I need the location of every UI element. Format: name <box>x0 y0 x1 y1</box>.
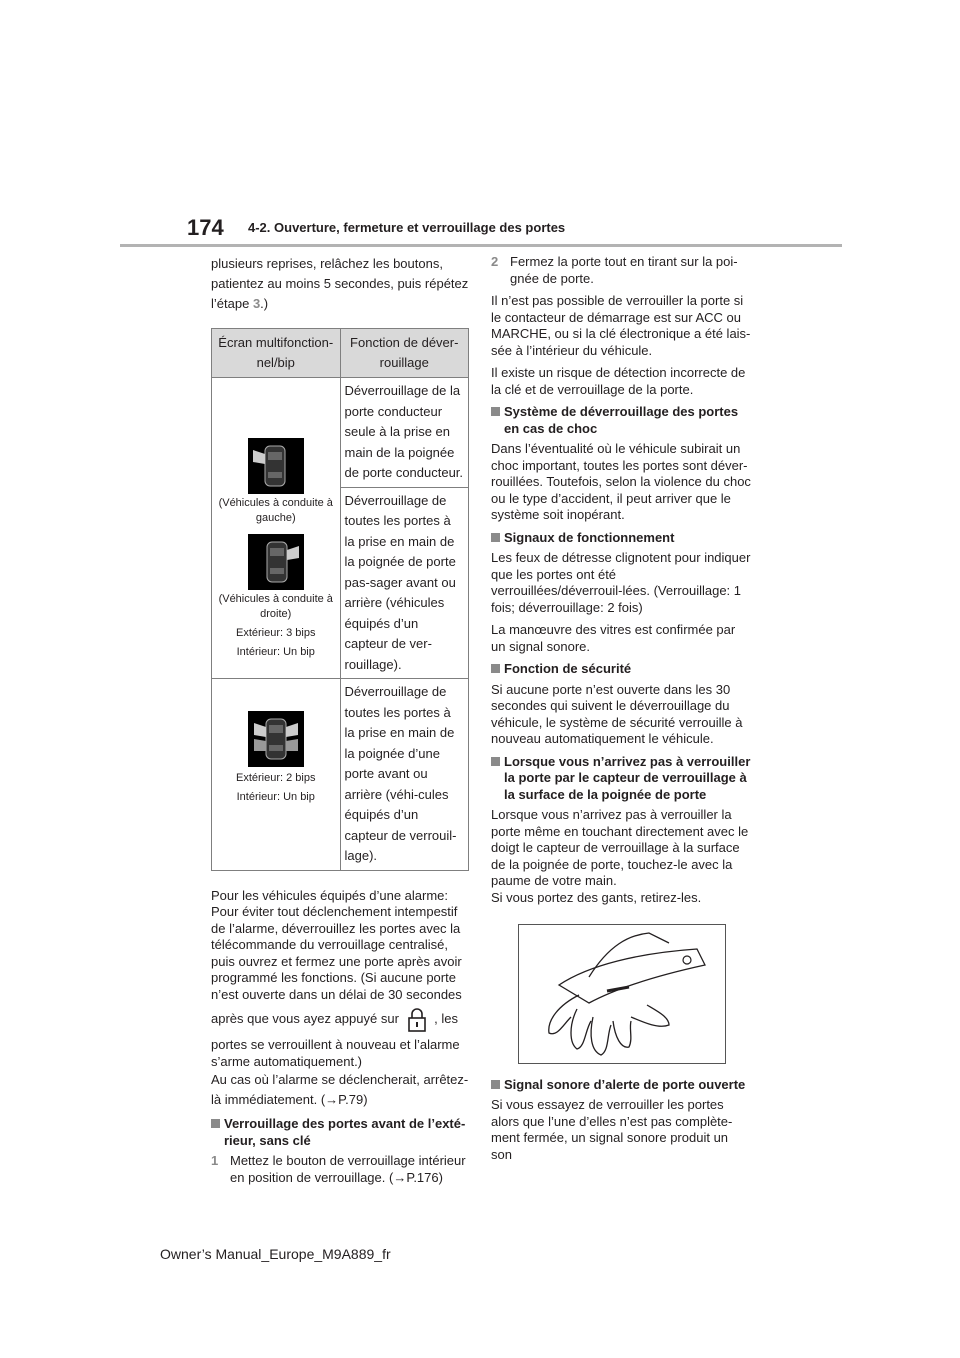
alarm-paragraph: portes se verrouillent à nouveau et l’alarme s’arme automatiquement.) <box>211 1037 460 1069</box>
sensor-paragraph: Lorsque vous n’arrivez pas à verrouiller la porte même en touchant directement avec le doigt le capteur de verrouillage à la surface de la poignée de porte, touchez-le avec la paume de votre main. <box>491 807 749 888</box>
beeps-outside: Extérieur: 3 bips <box>236 627 316 639</box>
heading-front-doors: Verrouillage des portes avant de l’exté-rieur, sans clé <box>211 1116 469 1149</box>
heading-shock-unlock: Système de déverrouillage des portes en cas de choc <box>491 404 751 437</box>
header-rule <box>120 244 842 247</box>
intro-end: .) <box>260 296 269 311</box>
table-cell-image <box>212 679 341 871</box>
running-head: 4-2. Ouverture, fermeture et verrouillage des portes <box>248 220 566 235</box>
alarm-lock-line <box>211 1005 469 1033</box>
caption-left-hand-drive: (Véhicules à conduite à gauche) <box>218 497 333 524</box>
security-paragraph: Si aucune porte n’est ouverte dans les 30 secondes qui suivent le déverrouillage du véhicule, le système de sécurité verrouille à nouveau automatiquement le véhicule. <box>491 681 743 746</box>
alarm-text: , les <box>434 1011 458 1026</box>
step-1 <box>211 1153 469 1186</box>
heading-operation-signals: Signaux de fonctionnement <box>491 530 751 547</box>
intro-paragraph <box>211 254 469 314</box>
heading-sensor-fail: Lorsque vous n’arrivez pas à verrouiller la porte par le capteur de verrouillage à la surface de la poignée de porte <box>491 754 751 804</box>
right-column <box>491 254 751 1169</box>
table-row <box>212 679 469 871</box>
intro-text: plusieurs reprises, relâchez les boutons, patientez au moins 5 secondes, puis répétez l’étape <box>211 256 469 311</box>
note-paragraph: Il n’est pas possible de verrouiller la porte si le contacteur de démarrage est sur ACC ou MARCHE, ou si la clé électronique a été lais-sée à l’intérieur du véhicule. <box>491 293 751 358</box>
step-reference: 3 <box>252 296 261 311</box>
table-header-function: Fonction de déver-rouillage <box>340 329 469 378</box>
table-cell-any-door: Déverrouillage de toutes les portes à la prise en main de la poignée d’une porte avant ou arrière (véhi-cules équipés d’un capteur de verrouil-lage). <box>340 679 469 871</box>
signals-paragraph: La manœuvre des vitres est confirmée par un signal sonore. <box>491 622 736 654</box>
caption-right-hand-drive: (Véhicules à conduite à droite) <box>218 593 333 620</box>
heading-security: Fonction de sécurité <box>491 661 751 678</box>
beeps-inside: Intérieur: Un bip <box>236 646 315 658</box>
beeps-inside: Intérieur: Un bip <box>236 791 315 803</box>
table-cell-images <box>212 378 341 679</box>
table-header-display: Écran multifonction-nel/bip <box>212 329 341 378</box>
unlock-function-table <box>211 328 469 871</box>
alarm-stop-paragraph: Au cas où l’alarme se déclencherait, arrêtez-là immédiatement. (→P.79) <box>211 1072 469 1107</box>
signals-paragraph: Les feux de détresse clignotent pour indiquer que les portes ont été verrouillées/déverrouil-lées. (Verrouillage: 1 fois; déverrouillage: 2 fois) <box>491 550 751 615</box>
footer: Owner’s Manual_Europe_M9A889_fr <box>160 1246 391 1262</box>
beeps-outside: Extérieur: 2 bips <box>236 772 316 784</box>
shock-paragraph: Dans l’éventualité où le véhicule subirait un choc important, toutes les portes sont déver-rouillées. Toutefois, selon la violence du choc ou le type d’accident, il peut arriver que le système soit inopérant. <box>491 441 751 522</box>
sensor-paragraph: Si vous portez des gants, retirez-les. <box>491 889 702 905</box>
lock-icon <box>406 1007 428 1033</box>
car-driver-door-lhd-icon <box>248 438 304 494</box>
note-paragraph: Il existe un risque de détection incorrecte de la clé et de verrouillage de la porte. <box>491 365 746 397</box>
buzzer-paragraph: Si vous essayez de verrouiller les portes alors que l’une d’elles n’est pas complète-ment fermée, un signal sonore produit un son <box>491 1097 733 1162</box>
step-number: 2 <box>491 254 499 269</box>
left-column <box>211 254 469 1192</box>
hand-on-door-handle-illustration <box>518 924 726 1064</box>
page-number: 174 <box>187 215 224 240</box>
step-2 <box>491 254 751 287</box>
table-cell-all-doors: Déverrouillage de toutes les portes à la prise en main de la poignée de porte pas-sager avant ou arrière (véhicules équipés d’un capteur de ver-rouillage). <box>340 487 469 679</box>
heading-door-open-buzzer: Signal sonore d’alerte de porte ouverte <box>491 1077 751 1094</box>
table-cell-driver-door: Déverrouillage de la porte conducteur seule à la prise en main de la poignée de porte conducteur. <box>340 378 469 488</box>
alarm-paragraph: Pour les véhicules équipés d’une alarme: Pour éviter tout déclenchement intempestif de l’alarme, déverrouillez les portes avec la télécommande du verrouillage centralisé, puis ouvrez et fermez une porte après avoir programmé les fonctions. (Si aucune porte n’est ouverte dans un délai de 30 secondes <box>211 887 462 1002</box>
step-text: Mettez le bouton de verrouillage intérieur en position de verrouillage. (→P.176) <box>230 1153 466 1185</box>
step-text: Fermez la porte tout en tirant sur la poi-gnée de porte. <box>510 254 738 286</box>
step-number: 1 <box>211 1153 219 1168</box>
car-driver-door-rhd-icon <box>248 534 304 590</box>
table-row <box>212 378 469 488</box>
car-all-doors-icon <box>248 711 304 767</box>
alarm-text: après que vous ayez appuyé sur <box>211 1011 399 1026</box>
